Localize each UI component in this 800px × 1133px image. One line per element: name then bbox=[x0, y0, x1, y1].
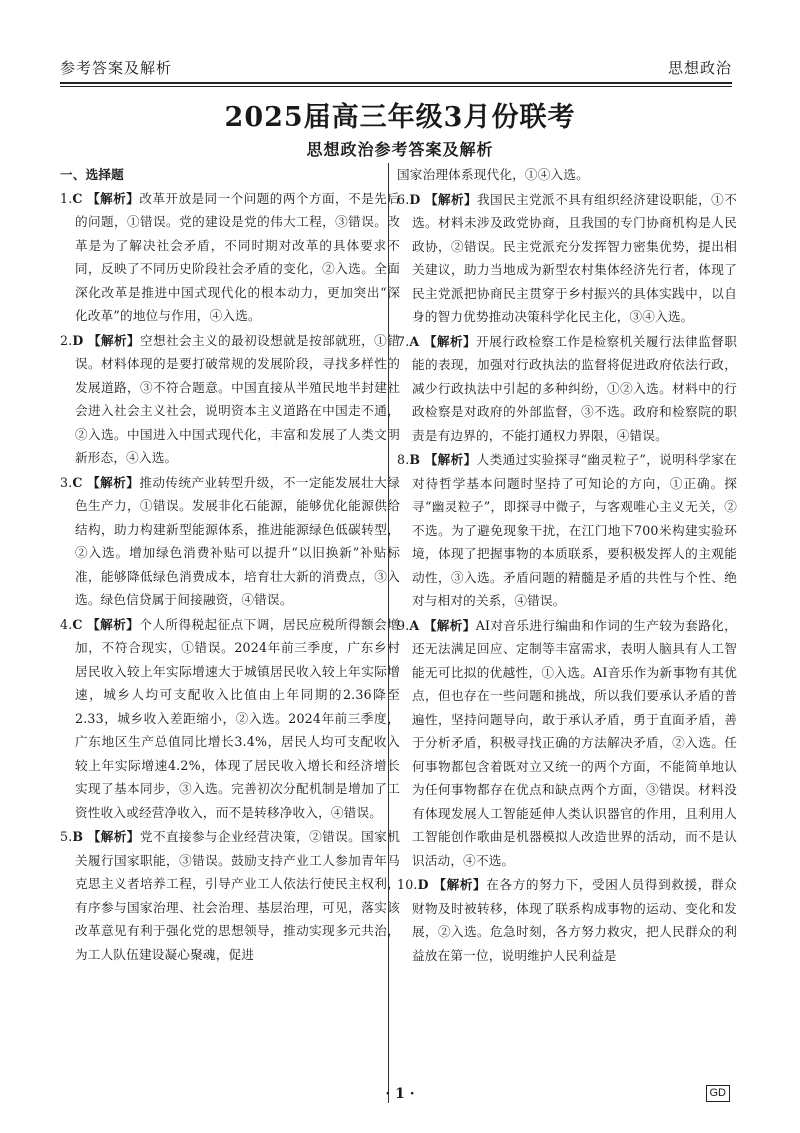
question-number: 10. bbox=[397, 877, 418, 892]
analysis-text: 我国民主党派不具有组织经济建设职能，①不选。材料未涉及政党协商，且我国的专门协商机构是人民政协，②错误。民主党派充分发挥智力密集优势，提出相关建议，助力当地成为新型农村集体经济先行者，体现了民主党派把协商民主贯穿于乡村振兴的具体实践中，以自身的智力优势推动决策科学化民主化，③④入选。 bbox=[412, 191, 737, 324]
answer-letter: D bbox=[417, 877, 429, 892]
analysis-tag: 【解析】 bbox=[433, 877, 487, 892]
answer-letter: B bbox=[72, 829, 84, 844]
answer-letter: A bbox=[409, 617, 420, 633]
question-3 bbox=[60, 471, 400, 612]
page-subtitle: 思想政治参考答案及解析 bbox=[306, 140, 494, 159]
header-right: 思想政治 bbox=[667, 59, 732, 77]
question-5 bbox=[60, 825, 400, 966]
left-column bbox=[60, 163, 400, 967]
question-number: 5. bbox=[60, 829, 73, 844]
question-10 bbox=[397, 873, 737, 967]
region-badge: GD bbox=[706, 1085, 731, 1102]
analysis-text: 开展行政检察工作是检察机关履行法律监督职能的表现，加强对行政执法的监督将促进政府依法行政，减少行政执法中引起的多种纠纷，①②入选。材料中的行政检察是对政府的外部监督，③不选。政府和检察院的职责是有边界的，不能打通权力界限，④错误。 bbox=[412, 333, 737, 443]
column-divider bbox=[388, 163, 389, 1103]
header-left: 参考答案及解析 bbox=[60, 59, 173, 77]
analysis-tag: 【解析】 bbox=[87, 616, 140, 632]
question-2 bbox=[60, 329, 400, 470]
question-number: 8. bbox=[397, 452, 410, 467]
analysis-tag: 【解析】 bbox=[423, 333, 477, 349]
analysis-tag: 【解析】 bbox=[87, 190, 140, 206]
question-number: 6. bbox=[397, 191, 410, 207]
answer-letter: D bbox=[409, 191, 421, 207]
question-number: 3. bbox=[60, 474, 73, 490]
section-title: 一、选择题 bbox=[60, 167, 124, 182]
analysis-text: 推动传统产业转型升级，不一定能发展壮大绿色生产力，①错误。发展非化石能源，能够优化能源供给结构，助力构建新型能源体系，推进能源绿色低碳转型，②入选。增加绿色消费补贴可以提升“以旧换新”补贴标准，能够降低绿色消费成本，培育壮大新的消费点，③入选。绿色信贷属于间接融资，④错误。 bbox=[75, 474, 400, 607]
page-title: 2025届高三年级3月份联考 bbox=[224, 102, 576, 133]
question-number: 7. bbox=[397, 333, 410, 349]
analysis-text: AI对音乐进行编曲和作词的生产较为套路化，还无法满足回应、定制等丰富需求，表明人脑具有人工智能无可比拟的优越性，①入选。AI音乐作为新事物有其优点，但也存在一些问题和挑战，所以我们要承认矛盾的普遍性，坚持问题导向，敢于承认矛盾，勇于直面矛盾，善于分析矛盾，积极寻找正确的方法解决矛盾，②入选。任何事物都包含着既对立又统一的两个方面，不能简单地认为任何事物都存在优点和缺点两个方面，③错误。材料没有体现发展人工智能延伸人类认识器官的作用，且利用人工智能创作歌曲是机器模拟人改造世界的活动，而不是认识活动，④不选。 bbox=[412, 617, 737, 868]
answer-letter: A bbox=[409, 333, 420, 349]
answer-letter: B bbox=[409, 452, 421, 467]
analysis-text: 人类通过实验探寻“幽灵粒子”，说明科学家在对待哲学基本问题时坚持了可知论的方向，①正确。探寻“幽灵粒子”，即探寻中微子，与客观唯心主义无关，②不选。为了避免现象干扰，在江门地下700米构建实验环境，体现了把握事物的本质联系，要积极发挥人的主观能动性，③入选。矛盾问题的精髓是矛盾的共性与个性、绝对与相对的关系，④错误。 bbox=[412, 452, 737, 608]
analysis-text: 在各方的努力下，受困人员得到救援，群众财物及时被转移，体现了联系构成事物的运动、变化和发展，②入选。危急时刻，各方努力救灾，把人民群众的利益放在第一位，说明维护人民利益是 bbox=[412, 877, 737, 963]
analysis-tag: 【解析】 bbox=[87, 332, 141, 348]
page-number: · 1 · bbox=[385, 1086, 415, 1102]
question-number: 1. bbox=[60, 190, 73, 206]
analysis-tag: 【解析】 bbox=[87, 829, 140, 844]
analysis-tag: 【解析】 bbox=[423, 617, 476, 633]
answer-letter: D bbox=[72, 332, 84, 348]
analysis-text: 空想社会主义的最初设想就是按部就班，①错误。材料体现的是要打破常规的发展阶段，寻找多样性的发展道路，③不符合题意。中国直接从半殖民地半封建社会进入社会主义社会，说明资本主义道路在中国走不通，②入选。中国进入中国式现代化，丰富和发展了人类文明新形态，④入选。 bbox=[75, 332, 400, 465]
question-8 bbox=[397, 448, 737, 613]
question-9 bbox=[397, 614, 737, 873]
continuation-text: 国家治理体系现代化，①④入选。 bbox=[397, 167, 589, 182]
analysis-tag: 【解析】 bbox=[424, 191, 478, 207]
running-header bbox=[60, 52, 732, 78]
question-7 bbox=[397, 330, 737, 448]
question-number: 9. bbox=[397, 617, 410, 633]
analysis-text: 党不直接参与企业经营决策，②错误。国家机关履行国家职能，③错误。鼓励支持产业工人参加青年马克思主义者培养工程，引导产业工人依法行使民主权利，有序参与国家治理、社会治理、基层治理，可见，落实该改革意见有利于强化党的思想领导，推动实现多元共治，为工人队伍建设凝心聚魂，促进 bbox=[75, 829, 400, 962]
right-question-list bbox=[397, 188, 737, 968]
answer-letter: C bbox=[72, 474, 83, 490]
answer-letter: C bbox=[72, 616, 83, 632]
analysis-text: 改革开放是同一个问题的两个方面，不是先后的问题，①错误。党的建设是党的伟大工程，③错误。改革是为了解决社会矛盾，不同时期对改革的具体要求不同，反映了不同历史阶段社会矛盾的变化，②入选。全面深化改革是推进中国式现代化的根本动力，更加突出“深化改革”的地位与作用，④入选。 bbox=[75, 190, 400, 323]
question-number: 4. bbox=[60, 616, 73, 632]
analysis-text: 个人所得税起征点下调，居民应税所得额会增加，不符合现实，①错误。2024年前三季度，广东乡村居民收入较上年实际增速大于城镇居民收入较上年实际增速，城乡人均可支配收入比值由上年同期的2.36降至2.33，城乡收入差距缩小，②入选。2024年前三季度，广东地区生产总值同比增长3.4%，居民人均可支配收入较上年实际增速4.2%，体现了居民收入增长和经济增长实现了基本同步，③入选。完善初次分配机制是增加了工资性收入或经营净收入，而不是转移净收入，④错误。 bbox=[75, 616, 400, 820]
left-question-list bbox=[60, 187, 400, 967]
header-rule-thin bbox=[60, 86, 732, 87]
analysis-tag: 【解析】 bbox=[424, 452, 477, 467]
question-1 bbox=[60, 187, 400, 328]
question-4 bbox=[60, 613, 400, 825]
question-6 bbox=[397, 188, 737, 329]
right-column bbox=[397, 163, 737, 968]
header-rule-thick bbox=[60, 82, 732, 84]
question-number: 2. bbox=[60, 332, 73, 348]
analysis-tag: 【解析】 bbox=[87, 474, 140, 490]
answer-letter: C bbox=[72, 190, 83, 206]
